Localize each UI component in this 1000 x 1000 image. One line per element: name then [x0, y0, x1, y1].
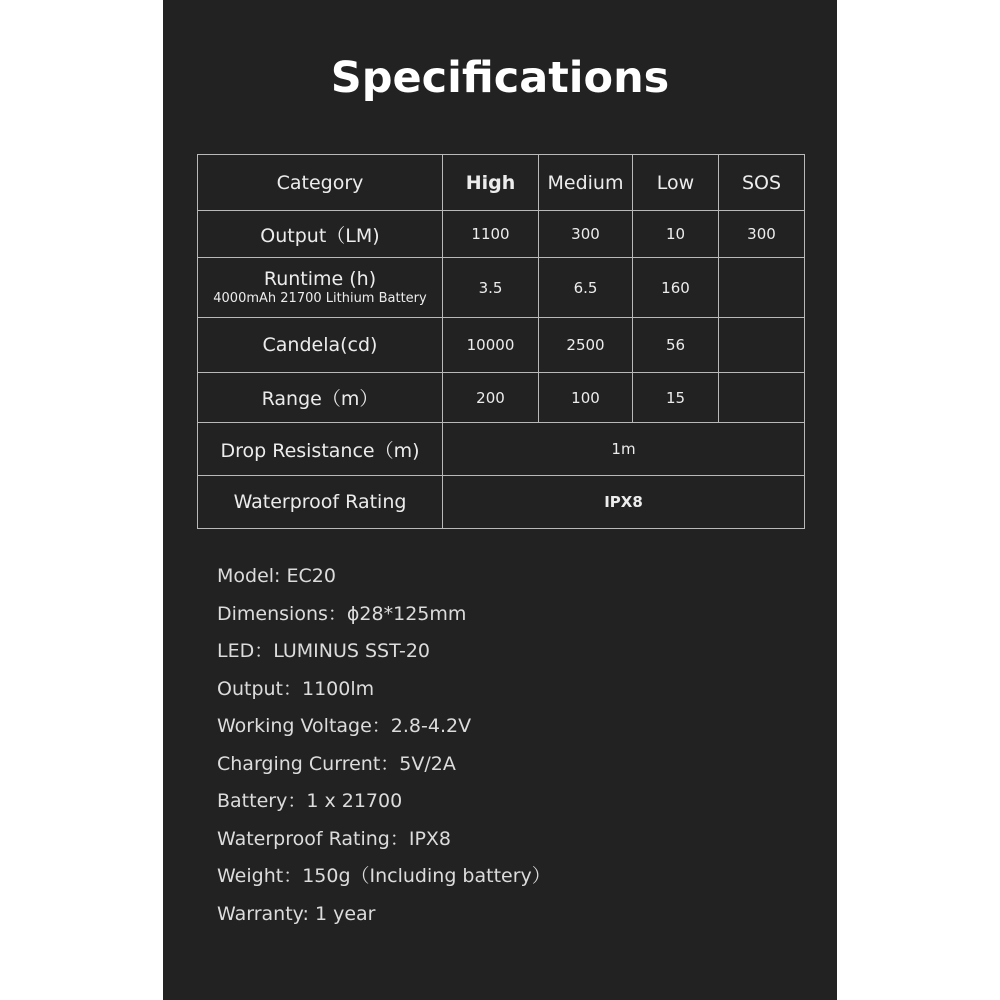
detail-waterproof-rating: Waterproof Rating：IPX8	[217, 827, 452, 850]
table-row-output	[198, 211, 805, 258]
detail-dimensions: Dimensions：ϕ28*125mm	[217, 602, 467, 625]
cell-output-sos: 300	[719, 211, 805, 258]
table-row-runtime	[198, 258, 805, 318]
detail-charging-current: Charging Current：5V/2A	[217, 752, 456, 775]
table-row-range	[198, 373, 805, 423]
detail-working-voltage: Working Voltage：2.8-4.2V	[217, 715, 472, 737]
table-row-waterproof	[198, 476, 805, 529]
header-sos: SOS	[719, 155, 805, 211]
spec-details-list	[217, 558, 551, 933]
cell-runtime-sos	[719, 258, 805, 318]
row-label-output: Output（LM)	[198, 211, 443, 258]
cell-candela-sos	[719, 318, 805, 373]
cell-output-low: 10	[633, 211, 719, 258]
detail-battery: Battery：1 x 21700	[217, 790, 403, 812]
cell-candela-medium: 2500	[539, 318, 633, 373]
detail-weight: Weight：150g（Including battery）	[217, 865, 551, 887]
cell-runtime-high: 3.5	[443, 258, 539, 318]
cell-waterproof: IPX8	[443, 476, 805, 529]
table-row-drop-resistance	[198, 423, 805, 476]
header-medium: Medium	[539, 155, 633, 211]
cell-runtime-medium: 6.5	[539, 258, 633, 318]
header-category: Category	[198, 155, 443, 211]
runtime-sublabel: 4000mAh 21700 Lithium Battery	[213, 291, 427, 306]
header-high: High	[443, 155, 539, 211]
cell-range-low: 15	[633, 373, 719, 423]
row-label-candela: Candela(cd)	[198, 318, 443, 373]
runtime-label: Runtime (h)	[263, 268, 377, 290]
spec-panel	[163, 0, 837, 1000]
page-title: Specifications	[330, 53, 670, 103]
spec-table	[197, 154, 805, 529]
table-header-row	[198, 155, 805, 211]
cell-candela-high: 10000	[443, 318, 539, 373]
cell-drop-resistance: 1m	[443, 423, 805, 476]
cell-range-sos	[719, 373, 805, 423]
header-low: Low	[633, 155, 719, 211]
table-row-candela	[198, 318, 805, 373]
detail-warranty: Warranty: 1 year	[217, 902, 376, 925]
row-label-runtime	[198, 258, 443, 318]
detail-model: Model: EC20	[217, 565, 336, 587]
detail-led: LED：LUMINUS SST-20	[217, 640, 430, 662]
cell-range-medium: 100	[539, 373, 633, 423]
cell-output-high: 1100	[443, 211, 539, 258]
row-label-waterproof: Waterproof Rating	[198, 476, 443, 529]
row-label-range: Range（m）	[198, 373, 443, 423]
cell-output-medium: 300	[539, 211, 633, 258]
cell-range-high: 200	[443, 373, 539, 423]
cell-runtime-low: 160	[633, 258, 719, 318]
cell-candela-low: 56	[633, 318, 719, 373]
row-label-drop-resistance: Drop Resistance（m)	[198, 423, 443, 476]
detail-output: Output：1100lm	[217, 677, 375, 700]
